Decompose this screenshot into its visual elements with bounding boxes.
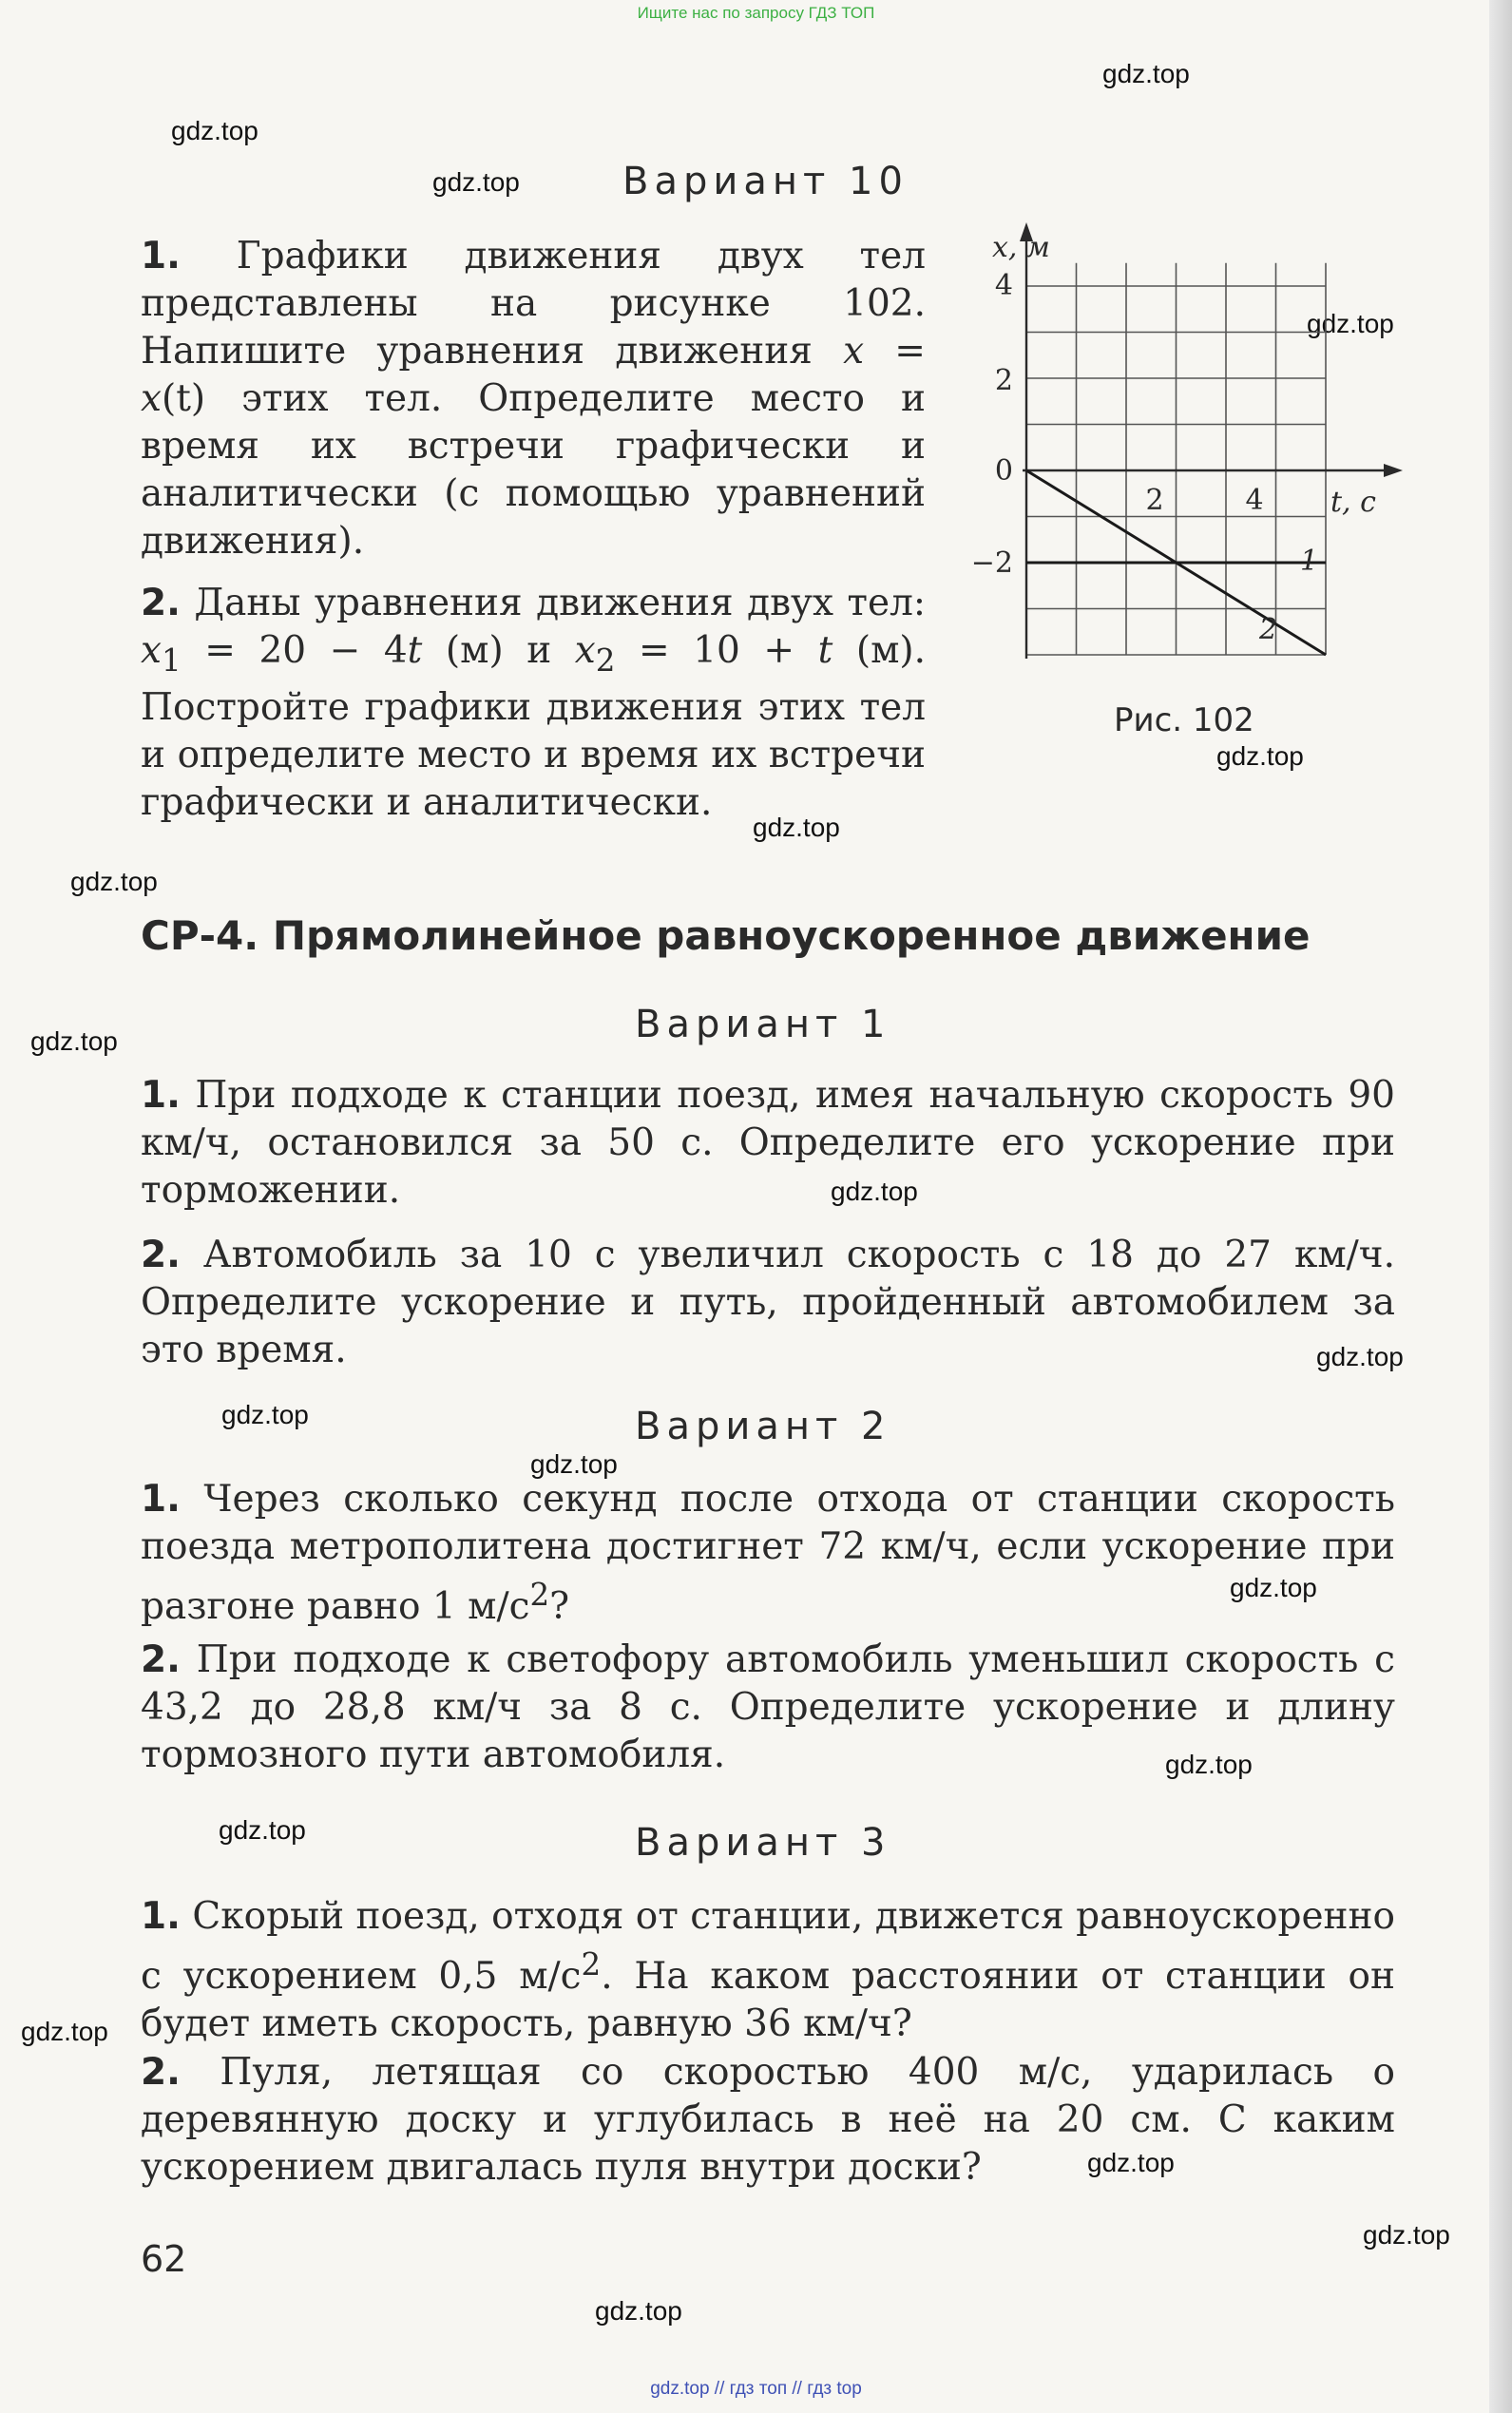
watermark: gdz.top <box>21 2017 108 2046</box>
page-edge-shadow <box>1489 0 1512 2413</box>
axes <box>1020 222 1403 659</box>
task-number: 2. <box>141 2051 181 2094</box>
var-x2: x <box>574 629 596 672</box>
y-tick-label: 2 <box>994 364 1013 397</box>
task-number: 1. <box>141 1074 181 1117</box>
var-t: t <box>817 629 833 672</box>
variant-1-heading: Вариант 1 <box>635 1003 891 1046</box>
watermark: gdz.top <box>171 116 258 145</box>
watermark: gdz.top <box>1216 741 1304 771</box>
var-x: x <box>843 330 865 373</box>
section-title: СР-4. Прямолинейное равноускоренное движение <box>141 912 1311 959</box>
y-tick-label: 4 <box>994 269 1013 302</box>
y-tick-label: 0 <box>994 454 1013 488</box>
v1-task-1 <box>141 1072 1395 1215</box>
var-x: x <box>141 377 162 420</box>
line-label-2: 2 <box>1259 613 1278 646</box>
var-x1: x <box>141 629 162 672</box>
task-text: При подходе к станции поезд, имея начальную скорость 90 км/ч, остановился за 50 с. Определите его ускорение при торможении. <box>141 1074 1395 1212</box>
x-axis-arrow <box>1384 464 1403 477</box>
task-number: 1. <box>141 1895 181 1938</box>
equation-2: = 10 + <box>615 629 818 672</box>
superscript: 2 <box>581 1946 602 1982</box>
task-text: . На каком расстоянии от станции он будет иметь скорость, равную 36 км/ч? <box>141 1955 1395 2045</box>
top-banner[interactable]: Ищите нас по запросу ГДЗ ТОП <box>637 4 875 22</box>
var-t: t <box>407 629 423 672</box>
task-text: этих тел. Определите место и время их встречи графически и аналитически (с помощью уравнений движения). <box>141 377 926 563</box>
task-number: 1. <box>141 1478 181 1521</box>
v10-task-1 <box>141 233 926 565</box>
task-number: 2. <box>141 582 181 624</box>
task-text: Даны уравнения движения двух тел: <box>194 582 927 624</box>
line-label-1: 1 <box>1300 545 1319 578</box>
task-text: Через сколько секунд после отхода от станции скорость поезда метрополитена достигнет 72 км/ч, если ускорение при разгоне равно 1 м/с <box>141 1478 1395 1628</box>
y-tick-label: −2 <box>970 546 1013 580</box>
watermark: gdz.top <box>1165 1750 1253 1779</box>
watermark: gdz.top <box>530 1449 618 1479</box>
y-axis-label: x, м <box>992 231 1050 264</box>
v3-task-1 <box>141 1893 1395 2048</box>
unit: (м) и <box>422 629 575 672</box>
x-tick-label: 4 <box>1245 484 1264 517</box>
task-text: Автомобиль за 10 с увеличил скорость с 18 до 27 км/ч. Определите ускорение и путь, пройденный автомобилем за это время. <box>141 1234 1395 1371</box>
task-text: Постройте графики движения этих тел и определите место и время их встречи графически и аналитически. <box>141 685 926 824</box>
watermark: gdz.top <box>753 813 840 842</box>
x-axis-label: t, с <box>1330 486 1376 519</box>
watermark: gdz.top <box>219 1815 306 1845</box>
watermark: gdz.top <box>595 2296 682 2326</box>
grid <box>1026 263 1326 655</box>
variant-2-heading: Вариант 2 <box>635 1405 891 1448</box>
watermark: gdz.top <box>1087 2148 1175 2177</box>
figure-102-graph <box>970 219 1407 703</box>
task-text: Скорый поезд, отходя от станции, движется равноускоренно с ускорением 0,5 м/с <box>141 1895 1395 1998</box>
watermark: gdz.top <box>70 867 158 896</box>
equals: = <box>864 330 926 373</box>
watermark: gdz.top <box>432 167 520 197</box>
arg-t: (t) <box>162 377 206 420</box>
task-text: ? <box>549 1585 570 1628</box>
task-text: Пуля, летящая со скоростью 400 м/с, ударилась о деревянную доску и углубилась в неё на 20 см. С каким ускорением двигалась пуля внутри доски? <box>141 2051 1395 2189</box>
watermark: gdz.top <box>1102 59 1190 88</box>
watermark: gdz.top <box>831 1177 918 1206</box>
figure-caption: Рис. 102 <box>1114 701 1254 739</box>
task-text: При подходе к светофору автомобиль уменьшил скорость с 43,2 до 28,8 км/ч за 8 с. Определите ускорение и длину тормозного пути автомобиля. <box>141 1638 1395 1776</box>
variant-10-heading: Вариант 10 <box>622 160 909 203</box>
v1-task-2 <box>141 1232 1395 1374</box>
task-number: 1. <box>141 235 181 278</box>
watermark: gdz.top <box>1316 1342 1404 1371</box>
superscript: 2 <box>529 1577 550 1613</box>
x-tick-label: 2 <box>1145 484 1164 517</box>
watermark: gdz.top <box>1363 2220 1450 2250</box>
task-number: 2. <box>141 1234 181 1276</box>
v10-task-2 <box>141 580 926 827</box>
watermark: gdz.top <box>1230 1573 1317 1602</box>
variant-3-heading: Вариант 3 <box>635 1821 891 1865</box>
sub-1: 1 <box>162 642 182 679</box>
task-text: Графики движения двух тел представлены на рисунке 102. Напишите уравнения движения <box>141 235 926 373</box>
page-number: 62 <box>141 2238 187 2280</box>
equation-1: = 20 − 4 <box>181 629 408 672</box>
sub-2: 2 <box>595 642 616 679</box>
v3-task-2 <box>141 2049 1395 2192</box>
v2-task-1 <box>141 1476 1395 1631</box>
bottom-banner[interactable]: gdz.top // гдз топ // гдз top <box>650 2379 862 2399</box>
v2-task-2 <box>141 1637 1395 1779</box>
task-number: 2. <box>141 1638 181 1681</box>
watermark: gdz.top <box>1307 309 1394 338</box>
watermark: gdz.top <box>221 1400 309 1429</box>
unit: (м). <box>833 629 927 672</box>
watermark: gdz.top <box>30 1026 118 1056</box>
